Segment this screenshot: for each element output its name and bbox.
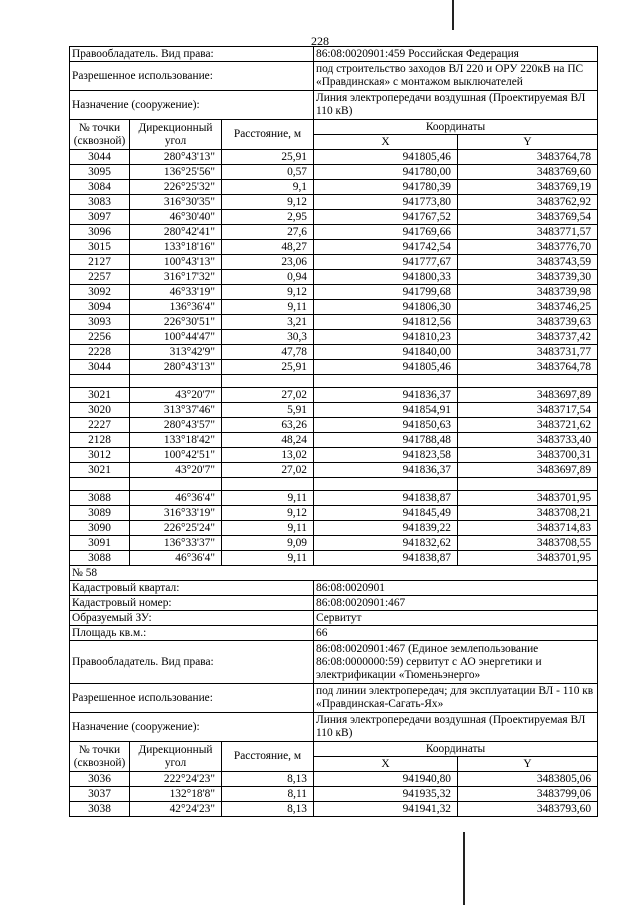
point-number: 2257 xyxy=(70,270,130,285)
coordinate-row xyxy=(70,433,598,448)
coordinate-row xyxy=(70,772,598,787)
coord-y: 3483731,77 xyxy=(458,345,598,360)
direction-angle: 222°24'23" xyxy=(130,772,222,787)
direction-angle: 280°43'13" xyxy=(130,360,222,375)
separator-cell xyxy=(458,478,598,491)
point-number: 3036 xyxy=(70,772,130,787)
coord-y: 3483708,55 xyxy=(458,536,598,551)
coordinate-row xyxy=(70,300,598,315)
distance: 5,91 xyxy=(222,403,314,418)
coord-y: 3483793,60 xyxy=(458,802,598,817)
coord-x: 941832,62 xyxy=(314,536,458,551)
coord-y: 3483799,06 xyxy=(458,787,598,802)
coordinate-row xyxy=(70,418,598,433)
coordinate-row xyxy=(70,150,598,165)
coordinate-row xyxy=(70,506,598,521)
distance-header: Расстояние, м xyxy=(222,120,314,150)
scan-mark-top xyxy=(452,0,454,30)
direction-angle: 46°30'40" xyxy=(130,210,222,225)
separator-cell xyxy=(70,375,130,388)
coord-y: 3483737,42 xyxy=(458,330,598,345)
coordinate-row xyxy=(70,388,598,403)
coord-y: 3483697,89 xyxy=(458,463,598,478)
point-number: 3021 xyxy=(70,388,130,403)
point-header-2: № точки (сквозной) xyxy=(70,742,130,772)
direction-angle: 43°20'7" xyxy=(130,388,222,403)
area-value: 66 xyxy=(314,626,598,641)
coordinate-row xyxy=(70,551,598,566)
permitted-use-value: под строительство заходов ВЛ 220 и ОРУ 220кВ на ПС «Правдинская» с монтажом выключателей xyxy=(314,62,598,91)
quarter-label: Кадастровый квартал: xyxy=(70,581,314,596)
direction-angle: 43°20'7" xyxy=(130,463,222,478)
y-header-2: Y xyxy=(458,757,598,772)
purpose-row-2 xyxy=(70,713,598,742)
rights-holder-label: Правообладатель. Вид права: xyxy=(70,47,314,62)
header-row-2 xyxy=(70,742,598,757)
coord-x: 941838,87 xyxy=(314,551,458,566)
distance: 9,11 xyxy=(222,521,314,536)
distance: 48,24 xyxy=(222,433,314,448)
separator-cell xyxy=(222,478,314,491)
coord-x: 941836,37 xyxy=(314,463,458,478)
distance: 8,13 xyxy=(222,802,314,817)
coord-x: 941854,91 xyxy=(314,403,458,418)
purpose-row xyxy=(70,91,598,120)
coord-x: 941742,54 xyxy=(314,240,458,255)
point-number: 3088 xyxy=(70,491,130,506)
distance: 63,26 xyxy=(222,418,314,433)
coordinate-row xyxy=(70,225,598,240)
distance: 3,21 xyxy=(222,315,314,330)
direction-angle: 280°43'57" xyxy=(130,418,222,433)
purpose-value-2: Линия электропередачи воздушная (Проектируемая ВЛ 110 кВ) xyxy=(314,713,598,742)
cad-number-row xyxy=(70,596,598,611)
coord-x: 941780,00 xyxy=(314,165,458,180)
x-header: X xyxy=(314,135,458,150)
direction-angle: 132°18'8" xyxy=(130,787,222,802)
permitted-use-row-2 xyxy=(70,684,598,713)
coordinate-row xyxy=(70,165,598,180)
coord-x: 941840,00 xyxy=(314,345,458,360)
distance: 25,91 xyxy=(222,360,314,375)
point-number: 2128 xyxy=(70,433,130,448)
coord-x: 941845,49 xyxy=(314,506,458,521)
coordinate-row xyxy=(70,463,598,478)
point-number: 3088 xyxy=(70,551,130,566)
coordinate-row xyxy=(70,180,598,195)
point-number: 3038 xyxy=(70,802,130,817)
coord-y: 3483746,25 xyxy=(458,300,598,315)
distance: 9,12 xyxy=(222,506,314,521)
coord-x: 941780,39 xyxy=(314,180,458,195)
point-number: 3020 xyxy=(70,403,130,418)
distance: 0,94 xyxy=(222,270,314,285)
coordinate-row xyxy=(70,360,598,375)
distance: 27,6 xyxy=(222,225,314,240)
coord-x: 941838,87 xyxy=(314,491,458,506)
separator-cell xyxy=(70,478,130,491)
coordinate-row xyxy=(70,802,598,817)
coord-x: 941823,58 xyxy=(314,448,458,463)
rights-holder-row-2 xyxy=(70,641,598,684)
direction-angle: 226°25'24" xyxy=(130,521,222,536)
area-row xyxy=(70,626,598,641)
distance: 30,3 xyxy=(222,330,314,345)
coordinate-row xyxy=(70,536,598,551)
coord-y: 3483714,83 xyxy=(458,521,598,536)
coord-x: 941806,30 xyxy=(314,300,458,315)
cadastral-table xyxy=(69,46,598,817)
point-number: 3093 xyxy=(70,315,130,330)
rights-holder-value: 86:08:0020901:459 Российская Федерация xyxy=(314,47,598,62)
coord-y: 3483708,21 xyxy=(458,506,598,521)
page-number: 228 xyxy=(311,34,329,48)
rights-holder-row xyxy=(70,47,598,62)
coord-x: 941812,56 xyxy=(314,315,458,330)
coord-x: 941941,32 xyxy=(314,802,458,817)
distance: 13,02 xyxy=(222,448,314,463)
distance-header-2: Расстояние, м xyxy=(222,742,314,772)
distance: 9,11 xyxy=(222,491,314,506)
rights-holder-value-2: 86:08:0020901:467 (Единое землепользование 86:08:0000000:59) сервитут с АО энергетики и электрификации «Тюменьэнерго» xyxy=(314,641,598,684)
area-label: Площадь кв.м.: xyxy=(70,626,314,641)
coord-x: 941805,46 xyxy=(314,360,458,375)
coords-header-2: Координаты xyxy=(314,742,598,757)
coord-x: 941773,80 xyxy=(314,195,458,210)
direction-angle: 100°44'47" xyxy=(130,330,222,345)
purpose-value: Линия электропередачи воздушная (Проектируемая ВЛ 110 кВ) xyxy=(314,91,598,120)
angle-header: Дирекционный угол xyxy=(130,120,222,150)
coord-y: 3483733,40 xyxy=(458,433,598,448)
direction-angle: 316°30'35" xyxy=(130,195,222,210)
direction-angle: 46°36'4" xyxy=(130,551,222,566)
permitted-use-row xyxy=(70,62,598,91)
separator-cell xyxy=(130,375,222,388)
coords-header: Координаты xyxy=(314,120,598,135)
coord-y: 3483739,30 xyxy=(458,270,598,285)
coordinate-row xyxy=(70,491,598,506)
direction-angle: 100°43'13" xyxy=(130,255,222,270)
point-number: 2256 xyxy=(70,330,130,345)
direction-angle: 280°43'13" xyxy=(130,150,222,165)
permitted-use-label: Разрешенное использование: xyxy=(70,62,314,91)
coordinate-row xyxy=(70,448,598,463)
coordinates-section-1 xyxy=(70,150,598,566)
coordinates-section-2 xyxy=(70,772,598,817)
distance: 23,06 xyxy=(222,255,314,270)
formed-row xyxy=(70,611,598,626)
coord-y: 3483771,57 xyxy=(458,225,598,240)
point-number: 3094 xyxy=(70,300,130,315)
permitted-use-label-2: Разрешенное использование: xyxy=(70,684,314,713)
coord-y: 3483764,78 xyxy=(458,360,598,375)
point-number: 2228 xyxy=(70,345,130,360)
coordinate-row xyxy=(70,285,598,300)
coordinate-row xyxy=(70,210,598,225)
direction-angle: 46°36'4" xyxy=(130,491,222,506)
point-number: 3012 xyxy=(70,448,130,463)
angle-header-2: Дирекционный угол xyxy=(130,742,222,772)
distance: 48,27 xyxy=(222,240,314,255)
coord-y: 3483739,63 xyxy=(458,315,598,330)
distance: 8,13 xyxy=(222,772,314,787)
cad-number-value: 86:08:0020901:467 xyxy=(314,596,598,611)
coordinate-row xyxy=(70,315,598,330)
cad-number-label: Кадастровый номер: xyxy=(70,596,314,611)
distance: 27,02 xyxy=(222,388,314,403)
direction-angle: 42°24'23" xyxy=(130,802,222,817)
purpose-label-2: Назначение (сооружение): xyxy=(70,713,314,742)
coord-x: 941800,33 xyxy=(314,270,458,285)
coord-y: 3483739,98 xyxy=(458,285,598,300)
coord-x: 941850,63 xyxy=(314,418,458,433)
separator-cell xyxy=(458,375,598,388)
coord-y: 3483805,06 xyxy=(458,772,598,787)
direction-angle: 280°42'41" xyxy=(130,225,222,240)
point-number: 3095 xyxy=(70,165,130,180)
purpose-label: Назначение (сооружение): xyxy=(70,91,314,120)
quarter-value: 86:08:0020901 xyxy=(314,581,598,596)
coord-y: 3483769,19 xyxy=(458,180,598,195)
direction-angle: 136°33'37" xyxy=(130,536,222,551)
coordinate-row xyxy=(70,403,598,418)
point-number: 3015 xyxy=(70,240,130,255)
point-number: 3044 xyxy=(70,150,130,165)
separator-row xyxy=(70,478,598,491)
coord-y: 3483776,70 xyxy=(458,240,598,255)
point-number: 3092 xyxy=(70,285,130,300)
point-number: 3089 xyxy=(70,506,130,521)
coord-x: 941810,23 xyxy=(314,330,458,345)
coord-x: 941799,68 xyxy=(314,285,458,300)
separator-cell xyxy=(314,478,458,491)
coordinate-row xyxy=(70,240,598,255)
coord-x: 941769,66 xyxy=(314,225,458,240)
coord-y: 3483721,62 xyxy=(458,418,598,433)
rights-holder-label-2: Правообладатель. Вид права: xyxy=(70,641,314,684)
direction-angle: 136°25'56" xyxy=(130,165,222,180)
point-header: № точки (сквозной) xyxy=(70,120,130,150)
coordinate-row xyxy=(70,330,598,345)
distance: 9,09 xyxy=(222,536,314,551)
coord-x: 941940,80 xyxy=(314,772,458,787)
direction-angle: 316°33'19" xyxy=(130,506,222,521)
coord-y: 3483762,92 xyxy=(458,195,598,210)
separator-cell xyxy=(222,375,314,388)
point-number: 3044 xyxy=(70,360,130,375)
distance: 9,12 xyxy=(222,285,314,300)
direction-angle: 313°37'46" xyxy=(130,403,222,418)
point-number: 3083 xyxy=(70,195,130,210)
direction-angle: 46°33'19" xyxy=(130,285,222,300)
coord-y: 3483701,95 xyxy=(458,491,598,506)
distance: 9,12 xyxy=(222,195,314,210)
coord-x: 941935,32 xyxy=(314,787,458,802)
coord-y: 3483700,31 xyxy=(458,448,598,463)
direction-angle: 133°18'42" xyxy=(130,433,222,448)
distance: 9,11 xyxy=(222,300,314,315)
coord-x: 941777,67 xyxy=(314,255,458,270)
coord-y: 3483743,59 xyxy=(458,255,598,270)
header-row xyxy=(70,120,598,135)
coord-x: 941788,48 xyxy=(314,433,458,448)
coord-x: 941839,22 xyxy=(314,521,458,536)
point-number: 3037 xyxy=(70,787,130,802)
cadastral-document xyxy=(69,46,597,817)
point-number: 3097 xyxy=(70,210,130,225)
coord-y: 3483717,54 xyxy=(458,403,598,418)
section-number: № 58 xyxy=(70,566,598,581)
distance: 0,57 xyxy=(222,165,314,180)
coordinate-row xyxy=(70,787,598,802)
quarter-row xyxy=(70,581,598,596)
distance: 27,02 xyxy=(222,463,314,478)
separator-row xyxy=(70,375,598,388)
point-number: 3091 xyxy=(70,536,130,551)
coordinate-row xyxy=(70,521,598,536)
direction-angle: 136°36'4" xyxy=(130,300,222,315)
coord-x: 941836,37 xyxy=(314,388,458,403)
point-number: 3090 xyxy=(70,521,130,536)
y-header: Y xyxy=(458,135,598,150)
distance: 47,78 xyxy=(222,345,314,360)
formed-value: Сервитут xyxy=(314,611,598,626)
direction-angle: 313°42'9" xyxy=(130,345,222,360)
distance: 9,11 xyxy=(222,551,314,566)
scan-mark-bottom xyxy=(463,832,465,905)
coord-x: 941805,46 xyxy=(314,150,458,165)
direction-angle: 316°17'32" xyxy=(130,270,222,285)
formed-label: Образуемый ЗУ: xyxy=(70,611,314,626)
coord-y: 3483769,54 xyxy=(458,210,598,225)
point-number: 2227 xyxy=(70,418,130,433)
coord-y: 3483764,78 xyxy=(458,150,598,165)
separator-cell xyxy=(314,375,458,388)
distance: 8,11 xyxy=(222,787,314,802)
distance: 9,1 xyxy=(222,180,314,195)
coord-y: 3483701,95 xyxy=(458,551,598,566)
separator-cell xyxy=(130,478,222,491)
coordinate-row xyxy=(70,345,598,360)
coordinate-row xyxy=(70,195,598,210)
coordinate-row xyxy=(70,255,598,270)
direction-angle: 226°25'32" xyxy=(130,180,222,195)
coord-x: 941767,52 xyxy=(314,210,458,225)
direction-angle: 100°42'51" xyxy=(130,448,222,463)
point-number: 3096 xyxy=(70,225,130,240)
distance: 25,91 xyxy=(222,150,314,165)
coord-y: 3483697,89 xyxy=(458,388,598,403)
distance: 2,95 xyxy=(222,210,314,225)
point-number: 3084 xyxy=(70,180,130,195)
coordinate-row xyxy=(70,270,598,285)
direction-angle: 133°18'16" xyxy=(130,240,222,255)
point-number: 2127 xyxy=(70,255,130,270)
point-number: 3021 xyxy=(70,463,130,478)
direction-angle: 226°30'51" xyxy=(130,315,222,330)
x-header-2: X xyxy=(314,757,458,772)
section-number-row xyxy=(70,566,598,581)
coord-y: 3483769,60 xyxy=(458,165,598,180)
permitted-use-value-2: под линии электропередач; для эксплуатации ВЛ - 110 кв «Правдинская-Сагать-Ях» xyxy=(314,684,598,713)
